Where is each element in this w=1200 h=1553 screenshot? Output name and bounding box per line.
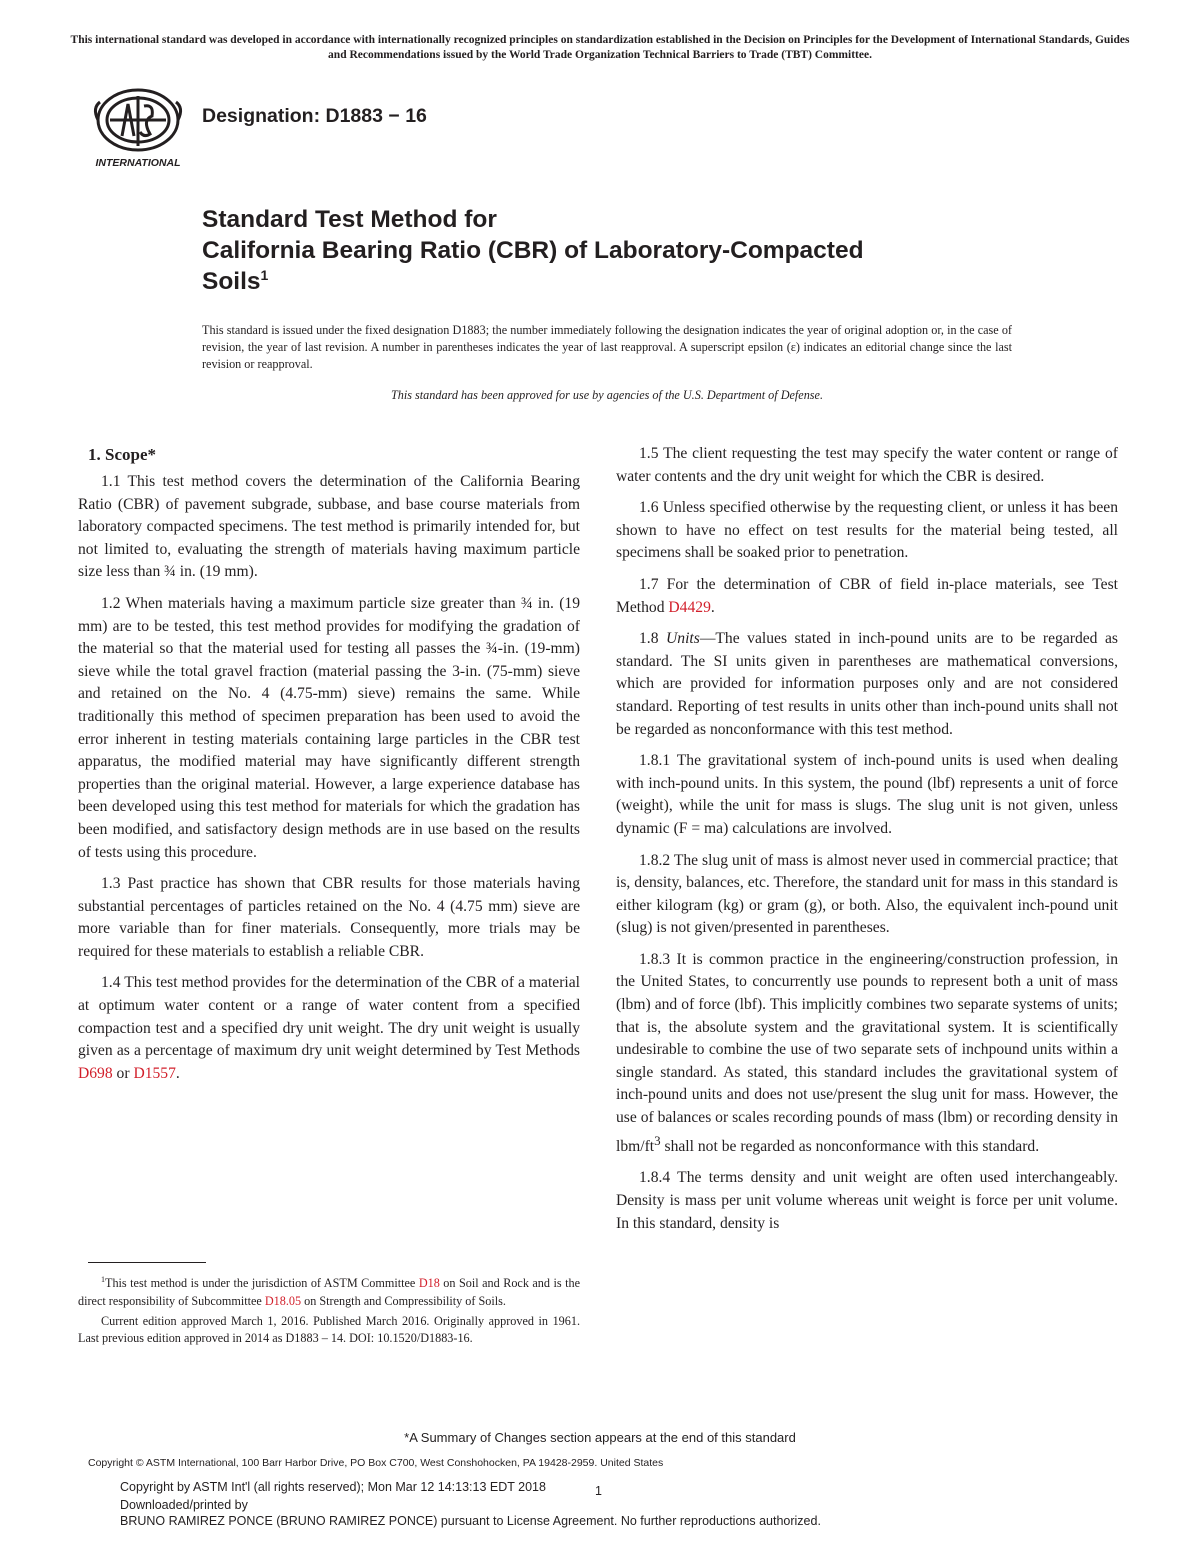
para-1-7 [616,574,1118,619]
title-footnote-ref[interactable]: 1 [260,266,269,283]
para-1-8-3-text: 1.8.3 It is common practice in the engineering/construction profession, in the United States, to concurrently use pounds to represent both a unit of mass (lbm) and of force (lbf). This implicitly combines two separate systems of units; that is, the absolute system and the gravitational system. It is scientifically undesirable to combine the use of two separate sets of inchpound units within a single standard. As stated, this standard includes the gravitational system of inch-pound units and does not use/present the slug unit for mass. However, the use of balances or scales recording pounds of mass (lbm) or recording density in lbm/ft [616,950,1118,1155]
summary-of-changes-note: *A Summary of Changes section appears at the end of this standard [404,1430,796,1445]
para-1-5: 1.5 The client requesting the test may specify the water content or range of water contents and the dry unit weight for which the CBR is desired. [616,445,1118,485]
right-column [616,443,1118,1244]
download-line-1: Copyright by ASTM Int'l (all rights reserved); Mon Mar 12 14:13:13 EDT 2018 [120,1480,546,1494]
link-d1557[interactable]: D1557 [133,1064,176,1082]
footnote-1-end: on Strength and Compressibility of Soils. [301,1293,506,1308]
para-1-6: 1.6 Unless specified otherwise by the requesting client, or unless it has been shown to have no effect on test results for the material being tested, all specimens shall be soaked prior to penetration. [616,499,1118,562]
link-d18-05[interactable]: D18.05 [264,1293,302,1308]
para-1-7-end: . [710,598,715,616]
footnote-divider [88,1262,206,1263]
footnotes [78,1271,580,1350]
para-1-8-1: 1.8.1 The gravitational system of inch-pound units is used when dealing with inch-pound units. In this system, the pound (lbf) represents a unit of force (weight), while the unit for mass is slugs. The slug unit is not given, unless dynamic (F = ma) calculations are involved. [616,752,1118,837]
download-line-2: Downloaded/printed by [120,1498,248,1512]
para-1-1: 1.1 This test method covers the determination of the California Bearing Ratio (CBR) of pavement subgrade, subbase, and base course materials from laboratory compacted specimens. The test method is primarily intended for, but not limited to, evaluating the strength of materials having maximum particle size less than ¾ in. (19 mm). [78,473,580,581]
para-1-2: 1.2 When materials having a maximum particle size greater than ¾ in. (19 mm) are to be tested, this test method provides for modifying the gradation of the material so that the material used for testing all passes the ¾-in. (19-mm) sieve while the total gravel fraction (material passing the 3-in. (75-mm) sieve and retained on the No. 4 (4.75-mm) sieve) remains the same. While traditionally this method of specimen preparation has been used to avoid the error inherent in testing materials containing large particles in the CBR test apparatus, the modified material may have significantly different strength properties than the original material. However, a large experience database has been developed using this test method for materials for which the gradation has been modified, and satisfactory design methods are in use based on the results of tests using this procedure. [78,594,580,861]
para-1-8-text: —The values stated in inch-pound units are to be regarded as standard. The SI units given in parentheses are mathematical conversions, which are provided for information purposes only and are not considered standard. Reporting of test results in units other than inch-pound units shall not be regarded as nonconformance with this test method. [616,630,1118,738]
footnote-1 [78,1271,580,1311]
page-number: 1 [595,1484,602,1498]
issued-note: This standard is issued under the fixed designation D1883; the number immediately following the designation indicates the year of original adoption or, in the case of revision, the year of last revision. A number in parentheses indicates the year of last reapproval. A superscript epsilon (ε) indicates an editorial change since the last revision or reapproval. [202,323,1012,371]
document-title [202,204,1102,297]
para-1-8-number: 1.8 [639,630,667,648]
link-d698[interactable]: D698 [78,1064,113,1082]
para-1-8-3-superscript: 3 [654,1132,661,1148]
title-line-3 [202,266,1102,297]
left-column [78,443,580,1094]
para-1-8-3-end: shall not be regarded as nonconformance with this standard. [660,1137,1040,1155]
para-1-4-or: or [112,1064,134,1082]
footnote-1-text: This test method is under the jurisdiction of ASTM Committee [105,1276,419,1291]
designation: Designation: D1883 − 16 [202,105,427,127]
para-1-3: 1.3 Past practice has shown that CBR results for those materials having substantial percentages of particles retained on the No. 4 (4.75 mm) sieve are more variable than for finer materials. Consequently, more trials may be required for these materials to establish a reliable CBR. [78,875,580,960]
standards-notice: This international standard was developed in accordance with internationally recognized principles on standardization established in the Decision on Principles for the Development of International Standards, Guides and Recommendations issued by the World Trade Organization Technical Barriers to Trade (TBT) Committee. [70,34,1130,61]
astm-logo [88,84,190,170]
para-1-7-text: 1.7 For the determination of CBR of field in-place materials, see Test Method [616,575,1118,616]
download-line-3: BRUNO RAMIREZ PONCE (BRUNO RAMIREZ PONCE) pursuant to License Agreement. No further reproductions authorized. [120,1514,821,1528]
title-line-1: Standard Test Method for [202,206,497,233]
astm-logo-mark [95,90,180,150]
section-heading-scope: 1. Scope* [88,445,156,464]
link-d4429[interactable]: D4429 [668,598,711,616]
title-line-3-text: Soils [202,268,261,295]
download-info [120,1478,1020,1514]
para-1-8-3 [616,949,1118,1159]
link-d18[interactable]: D18 [418,1276,440,1291]
footnote-1-mid: on Soil and Rock and is the direct responsibility of Subcommittee [78,1276,580,1308]
para-1-8-4: 1.8.4 The terms density and unit weight are often used interchangeably. Density is mass per unit volume whereas unit weight is force per unit volume. In this standard, density is [616,1169,1118,1232]
para-1-8-2: 1.8.2 The slug unit of mass is almost never used in commercial practice; that is, density, balances, etc. Therefore, the standard unit for mass in this standard is either kilogram (kg) or gram (g), or both. Also, the equivalent inch-pound unit (slug) is not given/presented in parentheses. [616,851,1118,937]
title-line-2: California Bearing Ratio (CBR) of Laboratory-Compacted [202,237,864,264]
footnote-1-number: 1 [101,1275,105,1284]
para-1-4 [78,972,580,1085]
para-1-4-end: . [175,1064,180,1082]
edition-note: Current edition approved March 1, 2016. Published March 2016. Originally approved in 1961. Last previous edition approved in 2014 as D1883 – 14. DOI: 10.1520/D1883-16. [78,1313,580,1346]
para-1-8-units: Units [666,630,700,648]
dod-approval-note: This standard has been approved for use by agencies of the U.S. Department of Defense. [390,388,824,402]
para-1-8 [616,628,1118,741]
para-1-4-text: 1.4 This test method provides for the determination of the CBR of a material at optimum water content or a range of water content from a specified compaction test and a specified dry unit weight. The dry unit weight is usually given as a percentage of maximum dry unit weight determined by Test Methods [78,974,580,1060]
copyright-line: Copyright © ASTM International, 100 Barr Harbor Drive, PO Box C700, West Conshohocken, PA 19428-2959. United States [88,1457,664,1469]
astm-logo-text: INTERNATIONAL [95,157,181,169]
